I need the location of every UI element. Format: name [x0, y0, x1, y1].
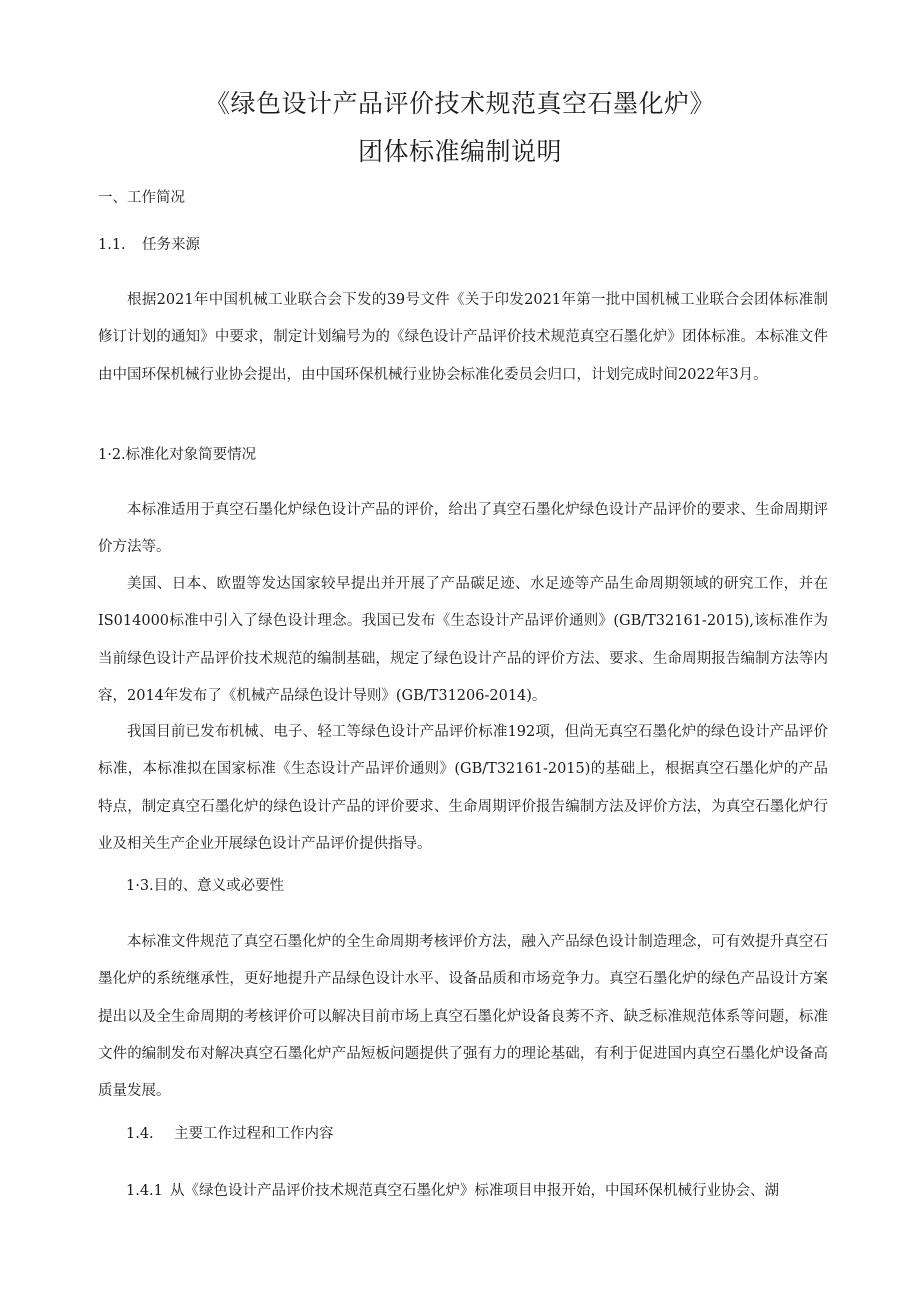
- section-heading-1-4-1: [126, 1179, 779, 1200]
- paragraph-purpose: 本标准文件规范了真空石墨化炉的全生命周期考核评价方法，融入产品绿色设计制造理念，可有效提升真空石墨化炉的系统继承性，更好地提升产品绿色设计水平、设备品质和市场竞争力。真空石墨化炉的绿色产品设计方案提出以及全生命周期的考核评价可以解决目前市场上真空石墨化炉设备良莠不齐、缺乏标准规范体系等问题，标准文件的编制发布对解决真空石墨化炉产品短板问题提供了强有力的理论基础，有利于促进国内真空石墨化炉设备高质量发展。: [98, 934, 828, 1100]
- section-number: 1.1.: [98, 237, 126, 253]
- section-heading-1: 一、工作简况: [98, 190, 185, 206]
- section-title: 主要工作过程和工作内容: [174, 1126, 334, 1142]
- paragraph-current-status: 我国目前已发布机械、电子、轻工等绿色设计产品评价标准192项，但尚无真空石墨化炉的绿色设计产品评价标准，本标准拟在国家标准《生态设计产品评价通则》(GB/T32161-2015)的基础上，根据真空石墨化炉的产品特点，制定真空石墨化炉的绿色设计产品的评价要求、生命周期评价报告编制方法及评价方法，为真空石墨化炉行业及相关生产企业开展绿色设计产品评价提供指导。: [98, 724, 828, 852]
- section-number: 1.4.: [126, 1126, 154, 1142]
- section-heading-1-3: 1·3.目的、意义或必要性: [126, 878, 285, 894]
- paragraph-task-source: 根据2021年中国机械工业联合会下发的39号文件《关于印发2021年第一批中国机械工业联合会团体标准制修订计划的通知》中要求，制定计划编号为的《绿色设计产品评价技术规范真空石墨化炉》团体标准。本标准文件由中国环保机械行业协会提出，由中国环保机械行业协会标准化委员会归口，计划完成时间2022年3月。: [98, 292, 828, 383]
- section-heading-1-4: [126, 1122, 334, 1143]
- section-title: 任务来源: [142, 237, 200, 253]
- document-title-line-2: 团体标准编制说明: [357, 137, 562, 166]
- paragraph-background: 美国、日本、欧盟等发达国家较早提出并开展了产品碳足迹、水足迹等产品生命周期领域的研究工作，并在IS014000标准中引入了绿色设计理念。我国已发布《生态设计产品评价通则》(GB/T32161-2015),该标准作为当前绿色设计产品评价技术规范的编制基础，规定了绿色设计产品的评价方法、要求、生命周期报告编制方法等内容，2014年发布了《机械产品绿色设计导则》(GB/T31206-2014)。: [98, 576, 828, 704]
- document-title-line-1: 《绿色设计产品评价技术规范真空石墨化炉》: [204, 89, 715, 118]
- paragraph-scope: 本标准适用于真空石墨化炉绿色设计产品的评价，给出了真空石墨化炉绿色设计产品评价的要求、生命周期评价方法等。: [98, 502, 828, 556]
- section-heading-1-1: [98, 233, 200, 254]
- section-number: 1.4.1: [126, 1183, 163, 1199]
- section-text: 从《绿色设计产品评价技术规范真空石墨化炉》标准项目申报开始，中国环保机械行业协会、湖: [170, 1183, 779, 1199]
- section-heading-1-2: 1·2.标准化对象简要情况: [98, 447, 257, 463]
